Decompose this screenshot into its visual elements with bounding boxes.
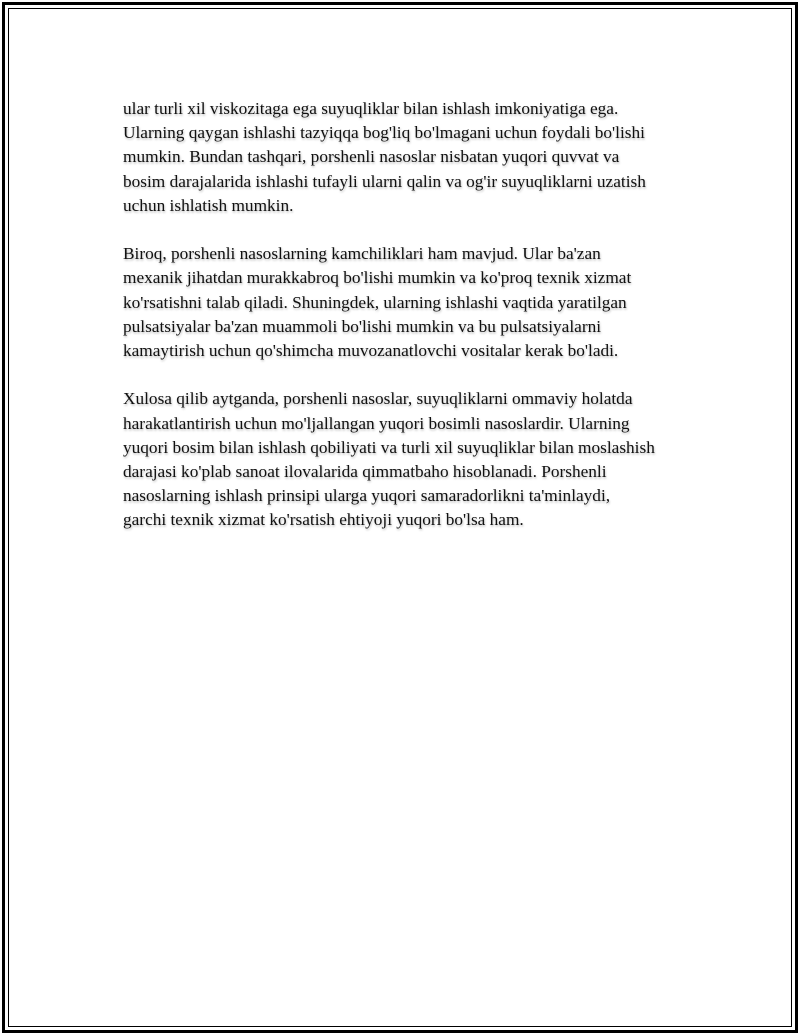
paragraph-2 — [123, 242, 703, 363]
paragraph-1 — [123, 97, 703, 218]
paragraph-3 — [123, 387, 703, 532]
text-line: pulsatsiyalar ba'zan muammoli bo'lishi mumkin va bu pulsatsiyalarni — [123, 316, 602, 336]
text-line: yuqori bosim bilan ishlash qobiliyati va turli xil suyuqliklar bilan moslashish — [123, 437, 655, 457]
text-line: nasoslarning ishlash prinsipi ularga yuqori samaradorlikni ta'minlaydi, — [123, 486, 611, 506]
text-line: mumkin. Bundan tashqari, porshenli nasoslar nisbatan yuqori quvvat va — [123, 147, 620, 167]
text-line: kamaytirish uchun qo'shimcha muvozanatlovchi vositalar kerak bo'ladi. — [123, 341, 619, 361]
text-line: Biroq, porshenli nasoslarning kamchiliklari ham mavjud. Ular ba'zan — [123, 244, 601, 264]
text-line: harakatlantirish uchun mo'ljallangan yuqori bosimli nasoslardir. Ularning — [123, 413, 630, 433]
document-body — [123, 97, 703, 557]
text-line: Ularning qaygan ishlashi tazyiqqa bog'liq bo'lmagani uchun foydali bo'lishi — [123, 123, 645, 143]
text-line: mexanik jihatdan murakkabroq bo'lishi mumkin va ko'proq texnik xizmat — [123, 268, 632, 288]
text-line: ko'rsatishni talab qiladi. Shuningdek, ularning ishlashi vaqtida yaratilgan — [123, 292, 627, 312]
text-line: garchi texnik xizmat ko'rsatish ehtiyoji yuqori bo'lsa ham. — [123, 510, 524, 530]
text-line: uchun ishlatish mumkin. — [123, 195, 294, 215]
text-line: Xulosa qilib aytganda, porshenli nasoslar, suyuqliklarni ommaviy holatda — [123, 389, 633, 409]
text-line: darajasi ko'plab sanoat ilovalarida qimmatbaho hisoblanadi. Porshenli — [123, 462, 607, 482]
page-border — [2, 2, 798, 1033]
text-line: ular turli xil viskozitaga ega suyuqliklar bilan ishlash imkoniyatiga ega. — [123, 99, 619, 118]
text-line: bosim darajalarida ishlashi tufayli ularni qalin va og'ir suyuqliklarni uzatish — [123, 171, 646, 191]
